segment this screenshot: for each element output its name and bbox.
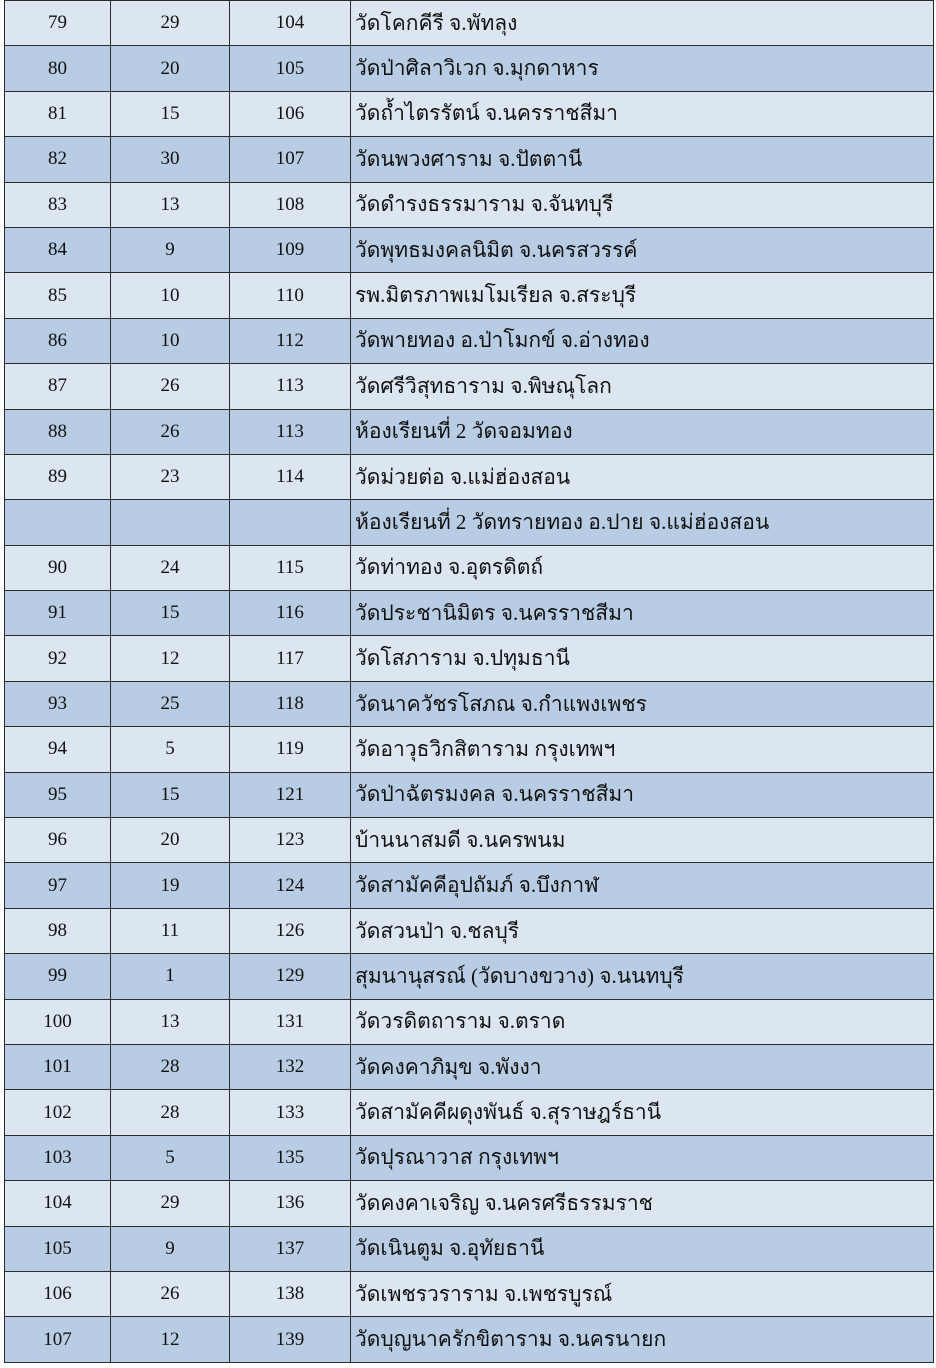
code-cell: 132 (230, 1044, 351, 1089)
location-name-cell: วัดนพวงศาราม จ.ปัตตานี (351, 137, 934, 182)
row-number-cell: 100 (5, 999, 111, 1044)
row-number-cell: 82 (5, 137, 111, 182)
count-cell: 1 (111, 954, 230, 999)
location-name-cell: ห้องเรียนที่ 2 วัดทรายทอง อ.ปาย จ.แม่ฮ่องสอน (351, 500, 934, 545)
table-row (5, 454, 934, 499)
location-name-cell: วัดนาควัชรโสภณ จ.กำแพงเพชร (351, 681, 934, 726)
table-row (5, 1181, 934, 1226)
table-row (5, 1090, 934, 1135)
table-row (5, 91, 934, 136)
code-cell: 138 (230, 1271, 351, 1316)
row-number-cell (5, 500, 111, 545)
table-row (5, 908, 934, 953)
code-cell: 118 (230, 681, 351, 726)
location-name-cell: วัดป่าศิลาวิเวก จ.มุกดาหาร (351, 46, 934, 91)
count-cell: 12 (111, 636, 230, 681)
table-row (5, 1044, 934, 1089)
code-cell: 115 (230, 545, 351, 590)
row-number-cell: 99 (5, 954, 111, 999)
row-number-cell: 87 (5, 364, 111, 409)
count-cell: 10 (111, 273, 230, 318)
code-cell: 135 (230, 1135, 351, 1180)
row-number-cell: 98 (5, 908, 111, 953)
row-number-cell: 94 (5, 727, 111, 772)
row-number-cell: 97 (5, 863, 111, 908)
row-number-cell: 86 (5, 318, 111, 363)
row-number-cell: 83 (5, 182, 111, 227)
location-name-cell: วัดสามัคคีอุปถัมภ์ จ.บึงกาฬ (351, 863, 934, 908)
location-name-cell: วัดพายทอง อ.ป่าโมกข์ จ.อ่างทอง (351, 318, 934, 363)
location-name-cell: วัดเนินตูม จ.อุทัยธานี (351, 1226, 934, 1271)
table-row (5, 318, 934, 363)
row-number-cell: 92 (5, 636, 111, 681)
code-cell: 136 (230, 1181, 351, 1226)
count-cell: 5 (111, 727, 230, 772)
table-row (5, 1135, 934, 1180)
count-cell: 29 (111, 1181, 230, 1226)
row-number-cell: 93 (5, 681, 111, 726)
code-cell: 106 (230, 91, 351, 136)
code-cell: 131 (230, 999, 351, 1044)
row-number-cell: 81 (5, 91, 111, 136)
count-cell: 10 (111, 318, 230, 363)
code-cell: 110 (230, 273, 351, 318)
location-name-cell: บ้านนาสมดี จ.นครพนม (351, 818, 934, 863)
row-number-cell: 96 (5, 818, 111, 863)
row-number-cell: 102 (5, 1090, 111, 1135)
table-row (5, 999, 934, 1044)
code-cell: 107 (230, 137, 351, 182)
row-number-cell: 84 (5, 227, 111, 272)
code-cell: 126 (230, 908, 351, 953)
count-cell: 28 (111, 1044, 230, 1089)
location-name-cell: วัดป่าฉัตรมงคล จ.นครราชสีมา (351, 772, 934, 817)
location-name-cell: วัดม่วยต่อ จ.แม่ฮ่องสอน (351, 454, 934, 499)
location-name-cell: วัดสามัคคีผดุงพันธ์ จ.สุราษฎร์ธานี (351, 1090, 934, 1135)
count-cell: 28 (111, 1090, 230, 1135)
count-cell: 25 (111, 681, 230, 726)
row-number-cell: 101 (5, 1044, 111, 1089)
location-name-cell: สุมนานุสรณ์ (วัดบางขวาง) จ.นนทบุรี (351, 954, 934, 999)
code-cell: 121 (230, 772, 351, 817)
table-row (5, 500, 934, 545)
location-name-cell: วัดพุทธมงคลนิมิต จ.นครสวรรค์ (351, 227, 934, 272)
table-row (5, 818, 934, 863)
row-number-cell: 103 (5, 1135, 111, 1180)
count-cell: 26 (111, 1271, 230, 1316)
code-cell: 119 (230, 727, 351, 772)
table-row (5, 227, 934, 272)
code-cell: 104 (230, 1, 351, 46)
count-cell: 24 (111, 545, 230, 590)
code-cell: 108 (230, 182, 351, 227)
count-cell: 9 (111, 227, 230, 272)
table-row (5, 863, 934, 908)
count-cell (111, 500, 230, 545)
code-cell (230, 500, 351, 545)
count-cell: 19 (111, 863, 230, 908)
table-row (5, 636, 934, 681)
location-name-cell: วัดท่าทอง จ.อุตรดิตถ์ (351, 545, 934, 590)
location-name-cell: วัดเพชรวราราม จ.เพชรบูรณ์ (351, 1271, 934, 1316)
count-cell: 5 (111, 1135, 230, 1180)
row-number-cell: 104 (5, 1181, 111, 1226)
code-cell: 105 (230, 46, 351, 91)
row-number-cell: 107 (5, 1317, 111, 1362)
table-row (5, 727, 934, 772)
table-row (5, 1, 934, 46)
code-cell: 113 (230, 409, 351, 454)
row-number-cell: 85 (5, 273, 111, 318)
count-cell: 29 (111, 1, 230, 46)
table-row (5, 1226, 934, 1271)
location-name-cell: วัดศรีวิสุทธาราม จ.พิษณุโลก (351, 364, 934, 409)
code-cell: 117 (230, 636, 351, 681)
location-name-cell: วัดโคกคีรี จ.พัทลุง (351, 1, 934, 46)
code-cell: 112 (230, 318, 351, 363)
location-name-cell: วัดดำรงธรรมาราม จ.จันทบุรี (351, 182, 934, 227)
table-row (5, 591, 934, 636)
count-cell: 9 (111, 1226, 230, 1271)
data-table (4, 0, 934, 1363)
count-cell: 13 (111, 182, 230, 227)
count-cell: 12 (111, 1317, 230, 1362)
row-number-cell: 88 (5, 409, 111, 454)
count-cell: 30 (111, 137, 230, 182)
row-number-cell: 91 (5, 591, 111, 636)
row-number-cell: 95 (5, 772, 111, 817)
location-name-cell: วัดประชานิมิตร จ.นครราชสีมา (351, 591, 934, 636)
code-cell: 123 (230, 818, 351, 863)
table-row (5, 954, 934, 999)
row-number-cell: 79 (5, 1, 111, 46)
code-cell: 116 (230, 591, 351, 636)
location-name-cell: วัดวรดิตถาราม จ.ตราด (351, 999, 934, 1044)
location-name-cell: วัดสวนป่า จ.ชลบุรี (351, 908, 934, 953)
table-body (5, 1, 934, 1363)
location-name-cell: วัดบุญนาครักขิตาราม จ.นครนายก (351, 1317, 934, 1362)
location-name-cell: ห้องเรียนที่ 2 วัดจอมทอง (351, 409, 934, 454)
table-row (5, 364, 934, 409)
count-cell: 20 (111, 46, 230, 91)
row-number-cell: 90 (5, 545, 111, 590)
count-cell: 23 (111, 454, 230, 499)
code-cell: 129 (230, 954, 351, 999)
count-cell: 15 (111, 772, 230, 817)
code-cell: 137 (230, 1226, 351, 1271)
table-row (5, 772, 934, 817)
row-number-cell: 105 (5, 1226, 111, 1271)
code-cell: 139 (230, 1317, 351, 1362)
table-row (5, 1317, 934, 1362)
code-cell: 109 (230, 227, 351, 272)
count-cell: 26 (111, 409, 230, 454)
count-cell: 20 (111, 818, 230, 863)
location-name-cell: วัดคงคาเจริญ จ.นครศรีธรรมราช (351, 1181, 934, 1226)
count-cell: 13 (111, 999, 230, 1044)
location-name-cell: วัดโสภาราม จ.ปทุมธานี (351, 636, 934, 681)
code-cell: 124 (230, 863, 351, 908)
code-cell: 133 (230, 1090, 351, 1135)
count-cell: 26 (111, 364, 230, 409)
count-cell: 15 (111, 91, 230, 136)
table-row (5, 137, 934, 182)
row-number-cell: 106 (5, 1271, 111, 1316)
row-number-cell: 89 (5, 454, 111, 499)
table-row (5, 46, 934, 91)
table-row (5, 681, 934, 726)
location-name-cell: รพ.มิตรภาพเมโมเรียล จ.สระบุรี (351, 273, 934, 318)
location-name-cell: วัดปุรณาวาส กรุงเทพฯ (351, 1135, 934, 1180)
table-row (5, 273, 934, 318)
location-name-cell: วัดอาวุธวิกสิตาราม กรุงเทพฯ (351, 727, 934, 772)
code-cell: 113 (230, 364, 351, 409)
table-row (5, 1271, 934, 1316)
code-cell: 114 (230, 454, 351, 499)
table-row (5, 545, 934, 590)
table-row (5, 409, 934, 454)
location-name-cell: วัดคงคาภิมุข จ.พังงา (351, 1044, 934, 1089)
location-name-cell: วัดถ้ำไตรรัตน์ จ.นครราชสีมา (351, 91, 934, 136)
table-row (5, 182, 934, 227)
count-cell: 11 (111, 908, 230, 953)
row-number-cell: 80 (5, 46, 111, 91)
count-cell: 15 (111, 591, 230, 636)
